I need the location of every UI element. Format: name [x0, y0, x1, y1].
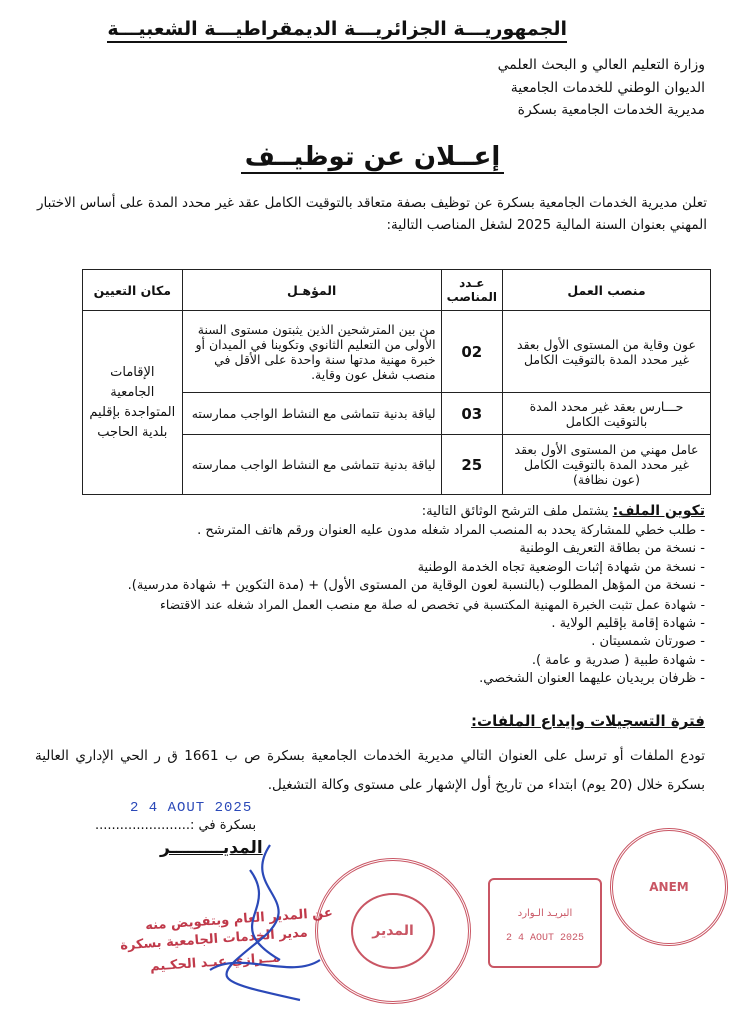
- list-item: - ظرفان بريديان عليهما العنوان الشخصي.: [479, 671, 705, 687]
- ministry-name: وزارة التعليم العالي و البحث العلمي: [497, 57, 705, 73]
- list-item: - شهادة طبية ( صدرية و عامة ).: [531, 652, 705, 668]
- list-item: - شهادة إقامة بإقليم الولاية .: [551, 615, 705, 631]
- list-item: - نسخة من المؤهل المطلوب (بالنسبة لعون الوقاية من المستوى الأول) + (مدة التكوين + شهادة مدرسية).: [127, 578, 705, 594]
- incoming-mail-stamp: [488, 878, 602, 968]
- registration-title: فترة التسجيلات وإيداع الملفات:: [471, 712, 705, 730]
- row-position: حـــارس بعقد غير محدد المدة بالتوقيت الكامل: [503, 393, 711, 435]
- row-qualification: من بين المترشحين الذين يثبتون مستوى السنة الأولى من التعليم الثانوي وتكوينا في الميدان أو خبرة مهنية مدتها سنة واحدة على الأقل في منصب شغل عون وقاية.: [182, 311, 441, 393]
- republic-title: الجمهوريـــة الجزائريـــة الديمقراطيـــة الشعبيـــة: [107, 18, 567, 43]
- positions-table: [82, 269, 711, 495]
- row-position: عامل مهني من المستوى الأول بعقد غير محدد المدة بالتوقيت الكامل (عون نظافة): [503, 435, 711, 495]
- row-count: 25: [441, 435, 502, 495]
- anem-label: ANEM: [649, 880, 689, 894]
- registration-text: تودع الملفات أو ترسل على العنوان التالي مديرية الخدمات الجامعية بسكرة ص ب 1661 ق ر الحي الإداري العالية بسكرة خلال (20 يوم) ابتداء من تاريخ أول الإشهار على مستوى وكالة التشغيل.: [35, 748, 705, 793]
- mail-stamp-label: البريـد الـوارد: [517, 908, 573, 919]
- row-position: عون وقاية من المستوى الأول بعقد غير محدد المدة بالتوقيت الكامل: [503, 311, 711, 393]
- table-row: [83, 311, 711, 393]
- delegation-line-1: عن المدير العام وبتفويض منه: [144, 905, 334, 934]
- office-name: الديوان الوطني للخدمات الجامعية: [510, 80, 705, 96]
- row-place: الإقامات الجامعية المتواجدة بإقليم بلدية الحاجب: [83, 311, 183, 495]
- file-title: تكوين الملف:: [612, 503, 705, 519]
- mail-stamp-date: 2 4 AOUT 2025: [505, 933, 584, 944]
- row-count: 03: [441, 393, 502, 435]
- official-seal: [315, 858, 471, 1004]
- row-count: 02: [441, 311, 502, 393]
- header-position: منصب العمل: [503, 270, 711, 311]
- delegation-line-2: مدير الخدمات الجامعية بسكرة: [119, 925, 309, 954]
- date-stamp: 2 4 AOUT 2025: [130, 800, 253, 816]
- header-count: عـدد المناصب: [441, 270, 502, 311]
- intro-paragraph: تعلن مديرية الخدمات الجامعية بسكرة عن توظيف بصفة متعاقد بالتوقيت الكامل عقد غير محدد المدة على أساس الاختبار المهني بعنوان السنة المالية 2025 لشغل المناصب التالية:: [37, 195, 707, 233]
- header-qualification: المؤهـل: [182, 270, 441, 311]
- header-place: مكان التعيين: [83, 270, 183, 311]
- anem-stamp: [610, 828, 728, 946]
- list-item: - نسخة من شهادة إثبات الوضعية تجاه الخدمة الوطنية: [417, 559, 705, 575]
- list-item: - صورتان شمسيتان .: [591, 634, 705, 650]
- file-heading: [45, 502, 705, 522]
- delegation-line-3: مــرازي عبـد الحكـيم: [149, 950, 281, 975]
- list-item: - طلب خطي للمشاركة يحدد به المنصب المراد شغله مدون عليه العنوان ورقم هاتف المترشح .: [197, 522, 705, 538]
- directorate-name: مديرية الخدمات الجامعية بسكرة: [517, 102, 705, 118]
- table-header-row: [83, 270, 711, 311]
- list-item: - نسخة من بطاقة التعريف الوطنية: [519, 541, 705, 557]
- place-date-line: بسكرة في :.......................: [95, 818, 257, 833]
- list-item: - شهادة عمل تثبت الخبرة المهنية المكتسبة في تخصص له صلة مع منصب العمل المراد شغله عند الاقتضاء: [159, 596, 705, 612]
- handwritten-signature: [150, 830, 330, 1010]
- announcement-title: إعــلان عن توظيــف: [0, 142, 745, 172]
- row-qualification: لياقة بدنية تتماشى مع النشاط الواجب ممارسته: [182, 393, 441, 435]
- file-lead: يشتمل ملف الترشح الوثائق التالية:: [421, 504, 613, 519]
- director-label: المديـــــــــر: [160, 838, 263, 858]
- seal-label: المدير: [372, 923, 414, 939]
- row-qualification: لياقة بدنية تتماشى مع النشاط الواجب ممارسته: [182, 435, 441, 495]
- file-section: [45, 502, 705, 689]
